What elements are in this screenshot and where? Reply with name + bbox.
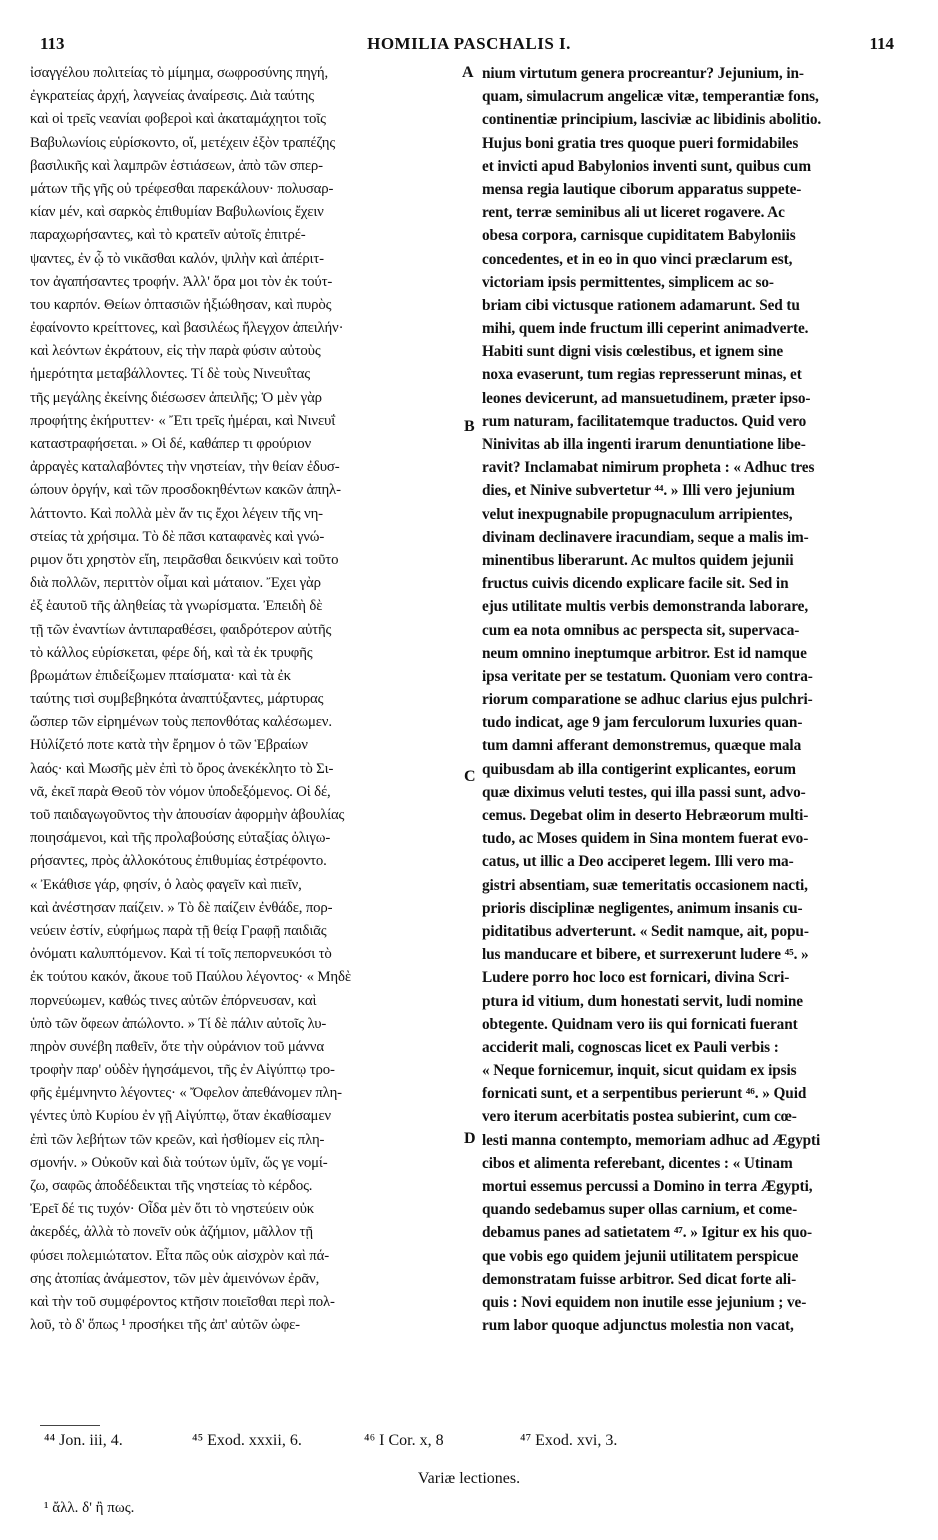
- right-page-number: 114: [869, 34, 894, 53]
- latin-text-line: riorum comparatione se adhuc clarius ejus pulchri-: [482, 691, 813, 709]
- latin-text-line: piditatibus adverterunt. « Sedit namque, ait, popu-: [482, 922, 809, 940]
- greek-text-line: φῆς ἐμέμνηντο λέγοντες· « Ὄφελον ἀπεθάνομεν πλη-: [30, 1085, 342, 1102]
- margin-letter-a: A: [462, 64, 474, 81]
- greek-text-line: κίαν μέν, καὶ σαρκὸς ἐπιθυμίαν Βαβυλωνίοις ἔχειν: [30, 204, 324, 221]
- latin-text-line: noxa evaserunt, tum regias represserunt minas, et: [482, 366, 802, 384]
- latin-text-line: lesti manna contempto, memoriam adhuc ad Ægypti: [482, 1131, 821, 1149]
- latin-text-line: Ludere porro hoc loco est fornicari, divina Scri-: [482, 969, 790, 987]
- greek-text-line: ἀκερδές, ἀλλὰ τὸ πονεῖν οὐκ ἀζήμιον, μᾶλλον τῇ: [30, 1224, 313, 1241]
- greek-text-line: διὰ πολλῶν, περιττὸν οἶμαι καὶ μάταιον. Ἔχει γὰρ: [30, 575, 321, 592]
- latin-text-line: Ninivitas ab illa ingenti irarum denuntiatione libe-: [482, 436, 806, 453]
- greek-text-line: ἰσαγγέλου πολιτείας τὸ μίμημα, σωφροσύνης πηγή,: [30, 65, 329, 81]
- greek-text-line: καὶ τὴν τοῦ συμφέροντος κτῆσιν ποιεῖσθαι περὶ πολ-: [30, 1293, 335, 1310]
- footnote-rule: [40, 1425, 100, 1426]
- greek-text-line: ταύτης τισὶ συμβεβηκότα ἀναπτύξαντες, μάρτυρας: [30, 691, 324, 708]
- greek-text-line: τὸ κάλλος εὑρίσκεται, φέρε δή, καὶ τὰ ἐκ τρυφῆς: [30, 644, 313, 661]
- greek-text-line: καὶ οἱ τρεῖς νεανίαι φοβεροὶ καὶ ἀκαταμάχητοι τοῖς: [30, 111, 326, 128]
- latin-text-line: demonstratam fuisse arbitror. Sed dicat forte ali-: [482, 1270, 797, 1288]
- greek-text-line: ὀνόματι καλυπτόμενον. Καὶ τί τοῖς πεπορνευκόσι τὸ: [30, 946, 332, 963]
- latin-text-line: obtegente. Quidnam vero iis qui fornicati fuerant: [482, 1015, 798, 1033]
- latin-text-line: mihi, quem inde fructum illi ceperint animadverte.: [482, 320, 809, 338]
- margin-letter-d: D: [464, 1130, 476, 1147]
- latin-text-line: cibos et alimenta referebant, dicentes : « Utinam: [482, 1154, 793, 1172]
- greek-text-line: γέντες ὑπὸ Κυρίου ἐν γῇ Αἰγύπτῳ, ὅταν ἐκαθίσαμεν: [30, 1108, 331, 1125]
- greek-text-column: [30, 62, 458, 1337]
- greek-text-line: πηρὸν συνέβη παθεῖν, ὅτε τὴν οὐράνιον τοῦ μάννα: [30, 1038, 324, 1055]
- latin-text-line: « Neque fornicemur, inquit, sicut quidam ex ipsis: [482, 1062, 797, 1080]
- latin-text-line: ipsa veritate per se testatum. Quoniam vero contra-: [482, 667, 813, 685]
- greek-text-line: τοῦ παιδαγωγοῦντος τὴν ἀπουσίαν ἀφορμὴν ἀβουλίας: [30, 807, 345, 823]
- greek-text-line: Ἐρεῖ δέ τις τυχόν· Οἶδα μὲν ὅτι τὸ νηστεύειν οὐκ: [30, 1201, 315, 1218]
- latin-text-line: tum damni afferant demonstremus, quæque mala: [482, 737, 802, 755]
- latin-text-line: acciderit mali, cognoscas licet ex Pauli verbis :: [482, 1038, 779, 1056]
- greek-text-line: « Ἐκάθισε γάρ, φησίν, ὁ λαὸς φαγεῖν καὶ πιεῖν,: [30, 876, 302, 893]
- greek-text-line: τον ἀγαπήσαντες τροφήν. Ἀλλ' ὅρα μοι τὸν ἐκ τούτ-: [30, 273, 333, 290]
- greek-text-line: τροφὴν παρ' οὐδὲν ἡγησάμενοι, τῆς ἐν Αἰγύπτῳ τρο-: [30, 1062, 335, 1079]
- latin-text-line: continentiæ principium, lasciviæ ac libidinis abolitio.: [482, 111, 822, 129]
- latin-text-line: mortui essemus percussi a Domino in terra Ægypti,: [482, 1178, 813, 1195]
- page-header: [0, 34, 938, 58]
- latin-text-line: leones devicerunt, ad mansuetudinem, præter ipso-: [482, 389, 811, 407]
- greek-text-line: ὥσπερ τῶν εἰρημένων τοὺς πεπονθότας καλέσωμεν.: [30, 714, 332, 731]
- latin-text-line: debamus panes ad satietatem ⁴⁷. » Igitur ex his quo-: [482, 1224, 813, 1242]
- greek-text-line: βρωμάτων ἐπιδείξωμεν πταίσματα· καὶ τὰ ἐκ: [30, 667, 291, 684]
- greek-text-line: ἐγκρατείας ἀρχή, λαγνείας ἀναίρεσις. Διὰ ταύτης: [30, 88, 314, 105]
- greek-text-line: Ηὐλίζετό ποτε κατὰ τὴν ἔρημον ὁ τῶν Ἑβραίων: [30, 737, 308, 754]
- greek-text-line: βασιλικῆς καὶ λαμπρῶν ἑστιάσεων, ἀπὸ τῶν σπερ-: [30, 157, 323, 174]
- left-page-number: 113: [40, 34, 65, 53]
- variae-lectiones-heading: Variæ lectiones.: [417, 1470, 521, 1487]
- greek-text-line: τῇ τῶν ἐναντίων ἀντιπαραθέσει, φαιδρότερον αὐτῆς: [30, 621, 332, 638]
- latin-text-line: vero iterum acerbitatis postea subierint, cum cœ-: [482, 1108, 797, 1126]
- greek-text-line: μάτων τῆς γῆς οὐ τρέφεσθαι παρεκάλουν· πολυσαρ-: [30, 180, 334, 197]
- greek-text-line: ψαντες, ἐν ᾧ τὸ νικᾶσθαι καλόν, ψιλὴν καὶ ἀπέριτ-: [30, 250, 324, 267]
- greek-text-line: ριμον ὅτι χρηστὸν εἴη, πειρᾶσθαι δεικνύειν καὶ τοῦτο: [30, 551, 339, 568]
- latin-text-line: velut inexpugnabile propugnaculum arripientes,: [482, 505, 793, 523]
- greek-text-line: ποιησάμενοι, καὶ τῆς προλαβούσης εὐταξίας ὀλιγω-: [30, 830, 331, 847]
- latin-text-line: cemus. Degebat olim in deserto Hebræorum multi-: [482, 807, 809, 824]
- latin-text-line: quando sedebamus super ollas carnium, et come-: [482, 1201, 798, 1219]
- latin-text-line: ravit? Inclamabat nimirum propheta : « Adhuc tres: [482, 459, 815, 477]
- greek-text-line: παραχωρήσαντες, καὶ τὸ κρατεῖν αὐτοῖς ἐπιτρέ-: [30, 227, 306, 244]
- latin-text-line: lus manducare et bibere, et surrexerunt ludere ⁴⁵. »: [482, 946, 809, 964]
- latin-text-line: quam, simulacrum angelicæ vitæ, temperantiæ fons,: [482, 88, 819, 106]
- latin-text-line: concedentes, et in eo in quo vinci præclarum est,: [482, 250, 793, 268]
- latin-text-line: obesa corpora, carnisque cupiditatem Babyloniis: [482, 227, 796, 245]
- greek-text-line: ἐξ ἑαυτοῦ τῆς ἀληθείας τὰ γνωρίσματα. Ἐπειδὴ δὲ: [30, 598, 323, 615]
- greek-text-line: τῆς μεγάλης ἐκείνης διέσωσεν ἀπειλῆς; Ὁ μὲν γὰρ: [30, 389, 322, 406]
- greek-text-line: προφήτης ἐκήρυττεν· « Ἔτι τρεῖς ἡμέραι, καὶ Νινευΐ: [30, 412, 336, 429]
- margin-letter-c: C: [464, 768, 476, 785]
- latin-text-line: neum omnino ineptumque arbitror. Est id namque: [482, 644, 807, 662]
- latin-text-line: Habiti sunt digni visis cœlestibus, et ignem sine: [482, 343, 784, 361]
- greek-text-line: στείας τὰ χρήσιμα. Τὸ δὲ πᾶσι καταφανὲς καὶ γνώ-: [30, 528, 325, 545]
- greek-text-line: ἐκ τούτου κακόν, ἄκουε τοῦ Παύλου λέγοντος· « Μηδὲ: [30, 969, 351, 986]
- latin-text-line: quis : Novi equidem non inutile esse jejunium ; ve-: [482, 1293, 807, 1311]
- footnotes: [44, 1432, 924, 1456]
- greek-text-line: ὑπὸ τῶν ὄφεων ἀπώλοντο. » Τί δὲ πάλιν αὐτοῖς λυ-: [30, 1015, 327, 1032]
- latin-text-line: quibusdam ab illa contigerint explicantes, eorum: [482, 760, 796, 778]
- latin-text-line: fructus cuivis dicendo explicare facile sit. Sed in: [482, 575, 789, 593]
- latin-text-line: rum naturam, facilitatemque traductos. Quid vero: [482, 412, 807, 430]
- greek-text-line: ώπουν ὀργήν, καὶ τῶν προσδοκηθέντων κακῶν ἀπηλ-: [30, 482, 341, 499]
- greek-text-line: του καρπόν. Θείων ὀπτασιῶν ἠξιώθησαν, καὶ πυρὸς: [30, 296, 332, 313]
- latin-text-line: victoriam ipsis permittentes, simplicem ac so-: [482, 273, 774, 291]
- latin-text-column: [482, 62, 914, 1337]
- latin-text-line: mensa regia lautique ciborum apparatus suppete-: [482, 180, 802, 198]
- greek-text-line: ζω, σαφῶς ἀποδέδεικται τῆς νηστείας τὸ κέρδος.: [30, 1178, 313, 1194]
- latin-text-line: nium virtutum genera procreantur? Jejunium, in-: [482, 65, 804, 82]
- greek-text-line: ἀρραγὲς καταλαβόντες τὴν νηστείαν, τὴν θείαν ἐδυσ-: [30, 459, 340, 476]
- greek-text-line: φύσει πολεμιώτατον. Εἶτα πῶς οὐκ αἰσχρὸν καὶ πά-: [30, 1247, 330, 1264]
- latin-text-line: briam cibi victusque rationem adamarunt. Sed tu: [482, 296, 800, 314]
- latin-text-line: ptura id vitium, dum honestati servit, ludi nomine: [482, 992, 803, 1010]
- greek-text-line: λοῦ, τὸ δ' ὅπως ¹ προσήκει τῆς ἀπ' αὐτῶν ὠφε-: [30, 1317, 300, 1334]
- latin-text-line: cum ea nota omnibus ac perspecta sit, supervaca-: [482, 621, 800, 639]
- footnote-45: ⁴⁵ Exod. xxxii, 6.: [192, 1432, 302, 1449]
- latin-text-line: prioris disciplinæ negligentes, animum insanis cu-: [482, 899, 803, 917]
- greek-text-line: νᾶ, ἐκεῖ παρὰ Θεοῦ τὸν νόμον ὑποδεξόμενος. Οἱ δέ,: [30, 783, 331, 800]
- latin-text-line: ejus utilitate multis verbis demonstranda laborare,: [482, 598, 809, 616]
- greek-text-line: σμονήν. » Οὐκοῦν καὶ διὰ τούτων ὑμῖν, ὥς γε νομί-: [30, 1154, 328, 1171]
- greek-text-line: Βαβυλωνίοις εὑρίσκοντο, οἵ, μετέχειν ἐξὸν τραπέζης: [30, 134, 336, 151]
- latin-text-line: que vobis ego quidem jejunii utilitatem perspicue: [482, 1247, 799, 1265]
- latin-text-line: tudo indicat, age 9 jam ferculorum luxuries quan-: [482, 714, 803, 732]
- latin-text-line: catus, ut illic a Deo acciperet legem. Illi vero ma-: [482, 853, 794, 871]
- latin-text-line: rent, terræ seminibus ali ut liceret rogavere. Ac: [482, 204, 785, 222]
- footnote-46: ⁴⁶ I Cor. x, 8: [364, 1432, 444, 1449]
- margin-letter-b: B: [464, 418, 475, 435]
- latin-text-line: quæ diximus veluti testes, qui illa passi sunt, advo-: [482, 783, 806, 801]
- greek-text-line: λάττοντο. Καὶ πολλὰ μὲν ἄν τις ἔχοι λέγειν τῆς νη-: [30, 505, 323, 522]
- footnote-44: ⁴⁴ Jon. iii, 4.: [44, 1432, 123, 1449]
- greek-text-line: καὶ ἀνέστησαν παίζειν. » Τὸ δὲ παίζειν ἐνθάδε, πορ-: [30, 899, 333, 916]
- latin-text-line: fornicati sunt, et a serpentibus perierunt ⁴⁶. » Quid: [482, 1085, 807, 1103]
- footnote-47: ⁴⁷ Exod. xvi, 3.: [520, 1432, 618, 1449]
- latin-text-line: rum labor quoque adjunctus molestia non vacat,: [482, 1317, 794, 1335]
- greek-text-line: ρήσαντες, πρὸς ἀλλοκότους ἐπιθυμίας ἐστρέφοντο.: [30, 853, 327, 870]
- greek-text-line: νεύειν ἐστίν, εὐφήμως παρὰ τῇ θείᾳ Γραφῇ παιδιᾶς: [30, 922, 327, 939]
- latin-text-line: gistri absentiam, suæ temeritatis occasionem nacti,: [482, 876, 808, 894]
- latin-text-line: Hujus boni gratia tres quoque pueri formidabiles: [482, 134, 799, 152]
- greek-text-line: σης ἀτοπίας ἀνάμεστον, τῶν μὲν ἀμεινόνων ἐρᾶν,: [30, 1270, 320, 1287]
- greek-text-line: ἐπὶ τῶν λεβήτων τῶν κρεῶν, καὶ ἠσθίομεν εἰς πλη-: [30, 1131, 325, 1148]
- running-title: HOMILIA PASCHALIS I.: [367, 34, 571, 53]
- latin-text-line: dies, et Ninive subvertetur ⁴⁴. » Illi vero jejunium: [482, 482, 795, 500]
- latin-text-line: minentibus liberarunt. Ac multos quidem jejunii: [482, 551, 794, 569]
- latin-text-line: tudo, ac Moses quidem in Sina montem fuerat evo-: [482, 830, 809, 848]
- greek-text-line: λαός· καὶ Μωσῆς μὲν ἐπὶ τὸ ὄρος ἀνεκέκλητο τὸ Σι-: [30, 760, 334, 777]
- greek-text-line: ἡμερότητα μεταβάλλοντες. Τί δὲ τοὺς Νινευΐτας: [30, 366, 310, 383]
- greek-text-line: ἐφαίνοντο κρείττονες, καὶ βασιλέως ἤλεγχον ἀπειλήν·: [30, 320, 344, 337]
- greek-text-line: πορνεύωμεν, καθώς τινες αὐτῶν ἐπόρνευσαν, καὶ: [30, 992, 317, 1009]
- greek-text-line: καὶ λεόντων ἐκράτουν, εἰς τὴν παρὰ φύσιν αὐτοὺς: [30, 343, 321, 360]
- greek-text-line: καταστραφήσεται. » Οἱ δέ, καθάπερ τι φρούριον: [30, 436, 312, 452]
- latin-text-line: et invicti apud Babylonios inventi sunt, quibus cum: [482, 157, 811, 175]
- latin-text-line: divinam declinavere iracundiam, seque a malis im-: [482, 528, 809, 546]
- variant-reading: ¹ ἄλλ. δ' ἢ πως.: [44, 1500, 135, 1516]
